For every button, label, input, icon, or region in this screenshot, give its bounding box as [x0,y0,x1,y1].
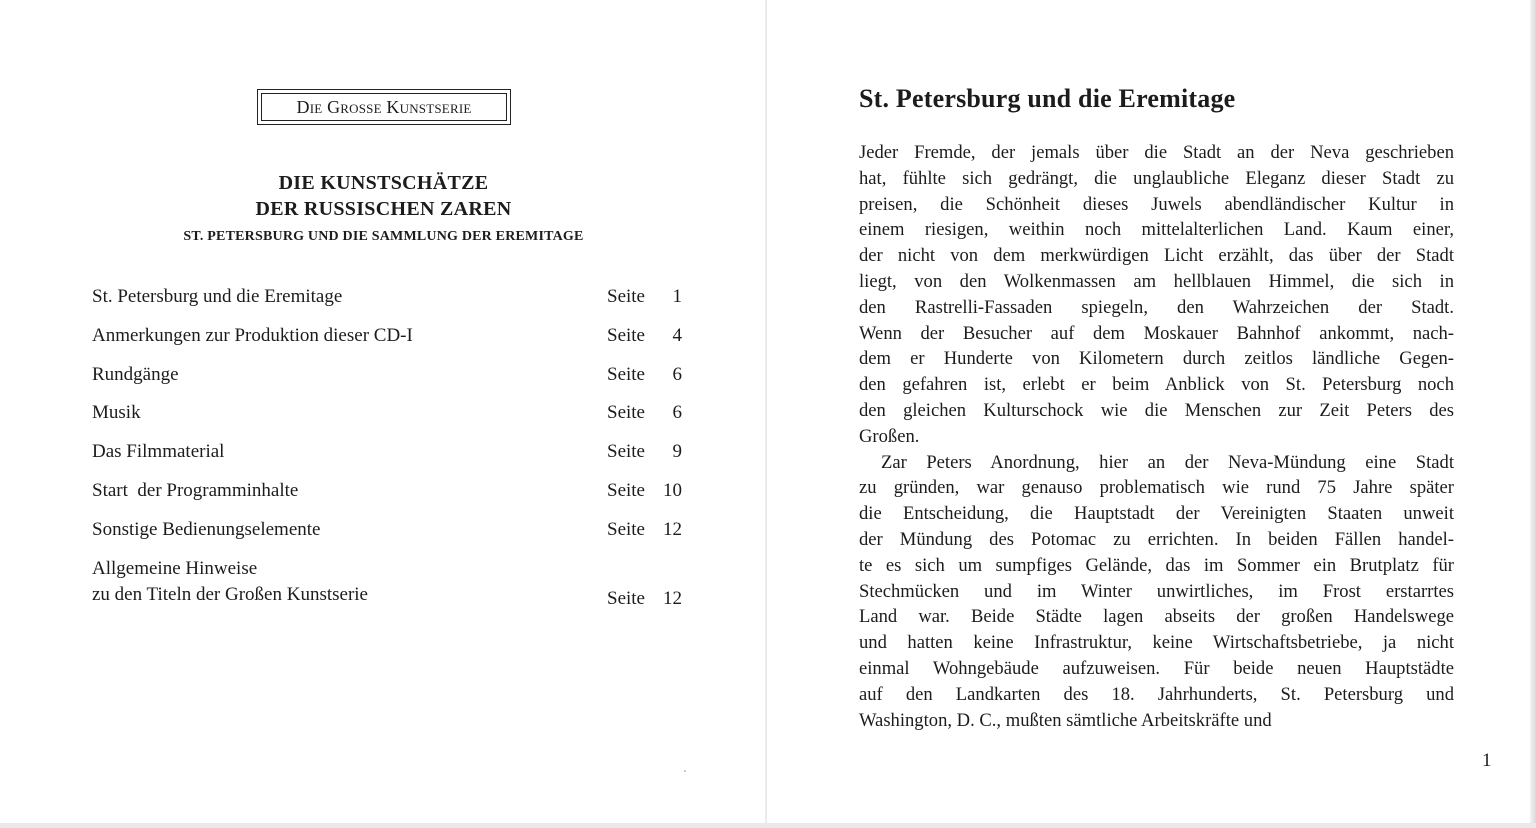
body-line: hat, fühlte sich gedrängt, die unglaubliche Eleganz dieser Stadt zu [859,167,1454,189]
toc-entry-page-label: Seite [607,402,645,424]
body-line: den gefahren ist, erlebt er beim Anblick von St. Petersburg noch [859,374,1454,396]
toc-entry [92,439,682,478]
body-line: liegt, von den Wolkenmassen am hellblauen Himmel, die sich in [859,270,1454,292]
toc-entry-title: St. Petersburg und die Eremitage [92,286,343,307]
body-line: den Rastrelli-Fassaden spiegeln, den Wahrzeichen der Stadt. [859,296,1454,318]
toc-entry-title [92,556,572,608]
toc-entry-title-line-2: zu den Titeln der Großen Kunstserie [92,583,368,605]
body-line: Zar Peters Anordnung, hier an der Neva-Mündung eine Stadt [881,451,1454,473]
toc-entry-page [607,586,682,612]
toc-entry-page-label: Seite [607,363,645,385]
heading-subtitle: ST. PETERSBURG UND DIE SAMMLUNG DER EREMITAGE [183,229,584,244]
body-line: einem riesigen, weithin noch mittelalterlichen Land. Kaum einer, [859,219,1454,241]
page-edge-bottom [0,823,1536,828]
heading-line-1: DIE KUNSTSCHÄTZE [278,172,489,194]
toc-entry [92,284,682,323]
toc-entry-page-label: Seite [607,324,645,346]
body-line: te es sich um sumpfiges Gelände, das im Sommer ein Brutplatz für [859,554,1454,576]
toc-entry-page-label: Seite [607,479,645,501]
series-label-box [257,89,511,125]
body-line: der nicht von dem merkwürdigen Licht erzählt, das über der Stadt [859,245,1454,267]
body-line: Land war. Beide Städte lagen abseits der großen Handelswege [859,606,1454,628]
series-label [297,97,472,117]
series-label-text: Die Grosse Kunstserie [296,97,472,117]
heading-line-2: DER RUSSISCHEN ZAREN [255,198,512,220]
toc-entry-page-number: 1 [672,286,682,307]
toc-entry-page-number: 10 [663,479,682,501]
body-line: Washington, D. C., mußten sämtliche Arbeitskräfte und [859,709,1272,731]
toc-entry-title: Das Filmmaterial [92,441,225,463]
body-line: Großen. [859,425,920,447]
body-line: dem er Hunderte von Kilometern durch zeitlos ländliche Gegen- [859,348,1454,370]
toc-entry-page-number: 9 [672,441,682,463]
body-line: die Entscheidung, die Hauptstadt der Vereinigten Staaten unweit [859,503,1454,525]
body-line: auf den Landkarten des 18. Jahrhunderts, St. Petersburg und [859,683,1454,705]
body-line: zu gründen, war genauso problematisch wie rund 75 Jahre später [859,477,1454,499]
body-line: Wenn der Besucher auf dem Moskauer Bahnhof ankommt, nach- [859,322,1454,344]
body-line: und hatten keine Infrastruktur, keine Wirtschaftsbetriebe, ja nicht [859,632,1454,654]
body-line: preisen, die Schönheit dieses Juwels abendländischer Kultur in [859,193,1454,215]
toc-entry-page-label: Seite [607,518,645,540]
body-line: Jeder Fremde, der jemals über die Stadt an der Neva geschrieben [859,142,1454,163]
toc-entry-page-label: Seite [607,286,645,307]
toc-entry [92,323,682,362]
toc-entry-title: Rundgänge [92,363,179,385]
page-edge-right [1530,0,1536,828]
article-title: St. Petersburg und die Eremitage [859,84,1236,113]
toc-entry [92,478,682,517]
paper-speck [684,770,686,772]
body-line: Stechmücken und im Winter unwirtliches, im Frost erstarrtes [859,580,1454,602]
article-body [859,140,1454,733]
left-heading [0,170,767,248]
toc-entry [92,362,682,401]
page-number: 1 [1482,750,1492,771]
table-of-contents [92,284,682,612]
body-line: der Mündung des Potomac zu errichten. In beiden Fällen handel- [859,528,1454,550]
toc-entry-page-number: 6 [672,402,682,424]
toc-entry-page-number: 4 [672,324,682,346]
toc-entry-title: Musik [92,402,141,424]
toc-entry [92,400,682,439]
toc-entry [92,517,682,556]
toc-entry-title: Sonstige Bedienungselemente [92,518,321,540]
toc-entry-page-number: 12 [663,587,682,609]
left-page [0,0,767,828]
toc-entry-title: Start der Programminhalte [92,479,299,501]
body-line: den gleichen Kulturschock wie die Menschen zur Zeit Peters des [859,399,1454,421]
toc-entry [92,556,682,612]
toc-entry-page-label: Seite [607,587,645,609]
toc-entry-page-number: 6 [672,363,682,385]
toc-entry-title-line-1: Allgemeine Hinweise [92,557,258,579]
toc-entry-page-label: Seite [607,441,645,463]
toc-entry-title: Anmerkungen zur Produktion dieser CD-I [92,324,413,346]
toc-entry-page-number: 12 [663,518,682,540]
body-line: einmal Wohngebäude aufzuweisen. Für beide neuen Hauptstädte [859,657,1454,679]
